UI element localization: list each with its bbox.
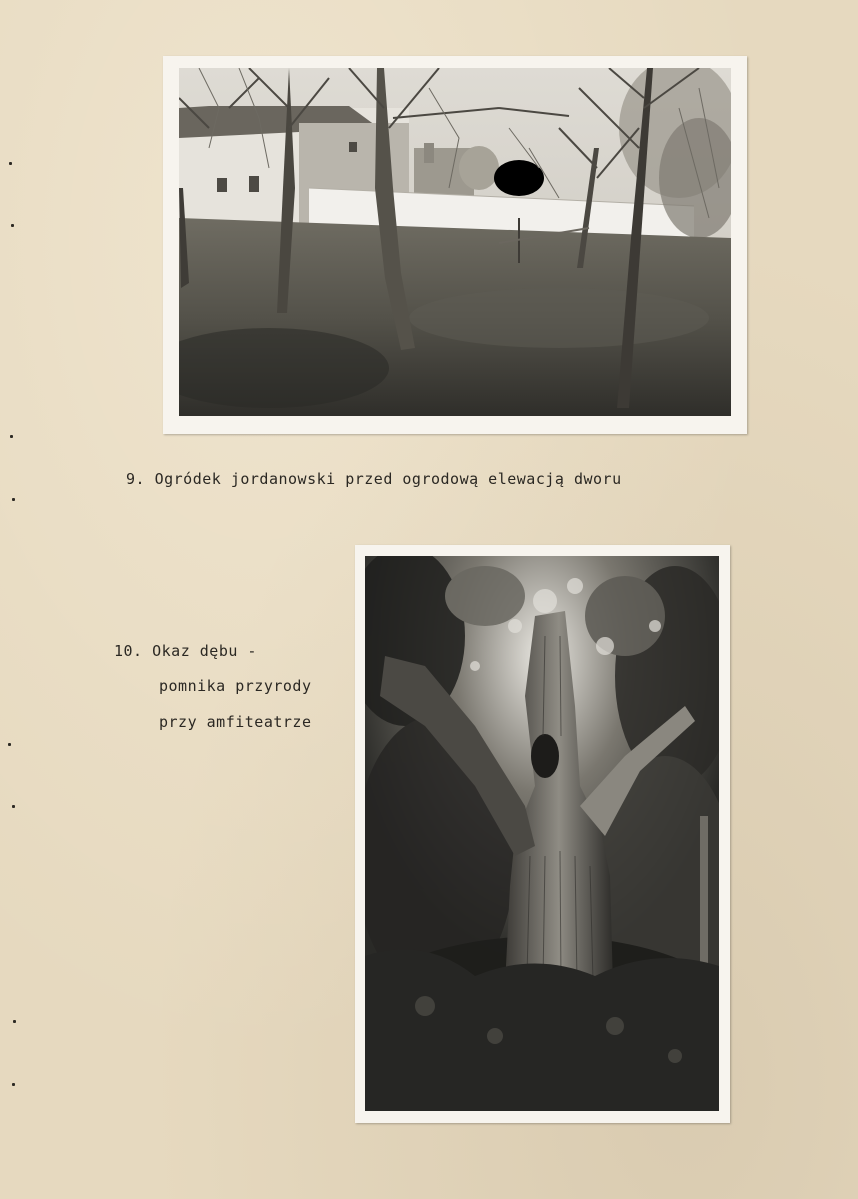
photo-garden <box>163 56 747 434</box>
binder-mark <box>11 224 14 227</box>
caption-line: pomnika przyrody <box>159 677 312 695</box>
binder-mark <box>8 743 11 746</box>
binder-mark <box>13 1020 16 1023</box>
caption-line: przy amfiteatrze <box>159 713 312 731</box>
binder-mark <box>9 162 12 165</box>
caption-line: 10. Okaz dębu - <box>114 642 257 660</box>
garden-image <box>179 68 731 416</box>
photo-caption-block <box>114 642 354 742</box>
binder-mark <box>12 498 15 501</box>
binder-mark <box>10 435 13 438</box>
photo-oak <box>355 545 730 1123</box>
photo-caption: 9. Ogródek jordanowski przed ogrodową elewacją dworu <box>126 470 622 488</box>
binder-mark <box>12 1083 15 1086</box>
oak-image <box>365 556 719 1111</box>
binder-mark <box>12 805 15 808</box>
